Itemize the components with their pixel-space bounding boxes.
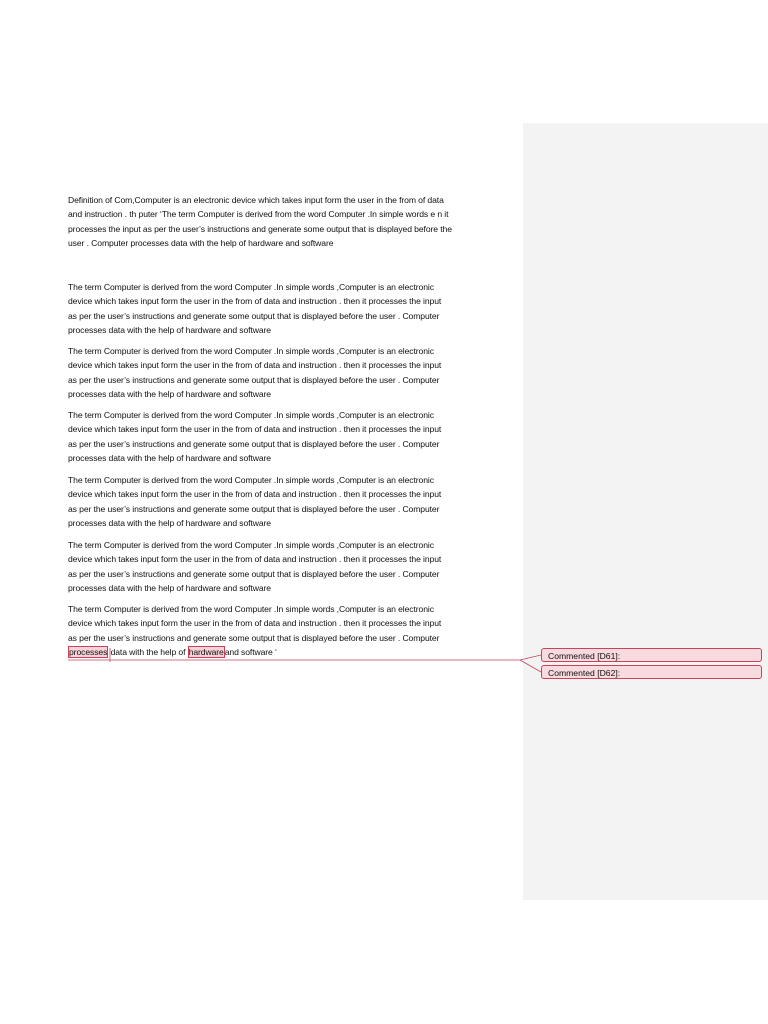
comment-balloon-d62[interactable]: Commented [D62]:: [541, 665, 762, 679]
paragraph-6[interactable]: [68, 538, 516, 596]
text-line: The term Computer is derived from the word Computer .In simple words ,Computer is an electronic: [68, 282, 434, 292]
text-line: as per the user’s instructions and generate some output that is displayed before the user . Computer: [68, 374, 440, 385]
text-line: device which takes input form the user in the from of data and instruction . then it processes the input: [68, 489, 442, 500]
text-line: device which takes input form the user in the from of data and instruction . then it processes the input: [68, 360, 442, 371]
text-line: as per the user’s instructions and generate some output that is displayed before the user . Computer: [68, 632, 440, 643]
comment-anchor-d61[interactable]: processes: [69, 647, 108, 658]
text-line: processes data with the help of hardware and software: [68, 389, 271, 400]
text-line: as per the user’s instructions and generate some output that is displayed before the user . Computer: [68, 438, 440, 449]
text-fragment: data with the help of: [108, 647, 188, 658]
text-line: device which takes input form the user in the from of data and instruction . then it processes the input: [68, 424, 442, 435]
text-fragment: and software ‘: [224, 647, 277, 658]
text-line: processes data with the help of hardware and software: [68, 518, 271, 529]
text-line: The term Computer is derived from the word Computer .In simple words ,Computer is an electronic: [68, 410, 434, 420]
paragraph-5[interactable]: [68, 473, 516, 531]
text-line: and instruction . th puter ‘The term Computer is derived from the word Computer .In simple words e n it: [68, 209, 449, 220]
text-line: device which takes input form the user in the from of data and instruction . then it processes the input: [68, 296, 442, 307]
text-line: processes data with the help of hardware and software: [68, 453, 271, 464]
comment-pane: [523, 123, 768, 900]
text-line: as per the user’s instructions and generate some output that is displayed before the user . Computer: [68, 310, 440, 321]
text-line: processes data with the help of hardware and software: [68, 325, 271, 336]
text-line: processes the input as per the user’s instructions and generate some output that is displayed before the: [68, 223, 452, 234]
paragraph-4[interactable]: [68, 408, 516, 466]
text-line-last: [68, 645, 516, 659]
text-line: The term Computer is derived from the word Computer .In simple words ,Computer is an electronic: [68, 475, 434, 485]
text-line: as per the user’s instructions and generate some output that is displayed before the user . Computer: [68, 503, 440, 514]
text-line: user . Computer processes data with the help of hardware and software: [68, 238, 334, 249]
text-line: as per the user’s instructions and generate some output that is displayed before the user . Computer: [68, 568, 440, 579]
text-line: The term Computer is derived from the word Computer .In simple words ,Computer is an electronic: [68, 346, 434, 356]
paragraph-3[interactable]: [68, 344, 516, 402]
paragraph-7[interactable]: [68, 602, 516, 660]
comment-balloon-d61[interactable]: Commented [D61]:: [541, 648, 762, 662]
text-line: Definition of Com,Computer is an electronic device which takes input form the user in the from of data: [68, 195, 444, 205]
paragraph-2[interactable]: [68, 280, 516, 338]
paragraph-1[interactable]: [68, 193, 516, 251]
comment-anchor-d62[interactable]: hardware: [188, 647, 224, 658]
text-line: processes data with the help of hardware and software: [68, 583, 271, 594]
text-line: The term Computer is derived from the word Computer .In simple words ,Computer is an electronic: [68, 604, 434, 614]
text-line: device which takes input form the user in the from of data and instruction . then it processes the input: [68, 618, 442, 629]
text-line: The term Computer is derived from the word Computer .In simple words ,Computer is an electronic: [68, 540, 434, 550]
text-line: device which takes input form the user in the from of data and instruction . then it processes the input: [68, 554, 442, 565]
